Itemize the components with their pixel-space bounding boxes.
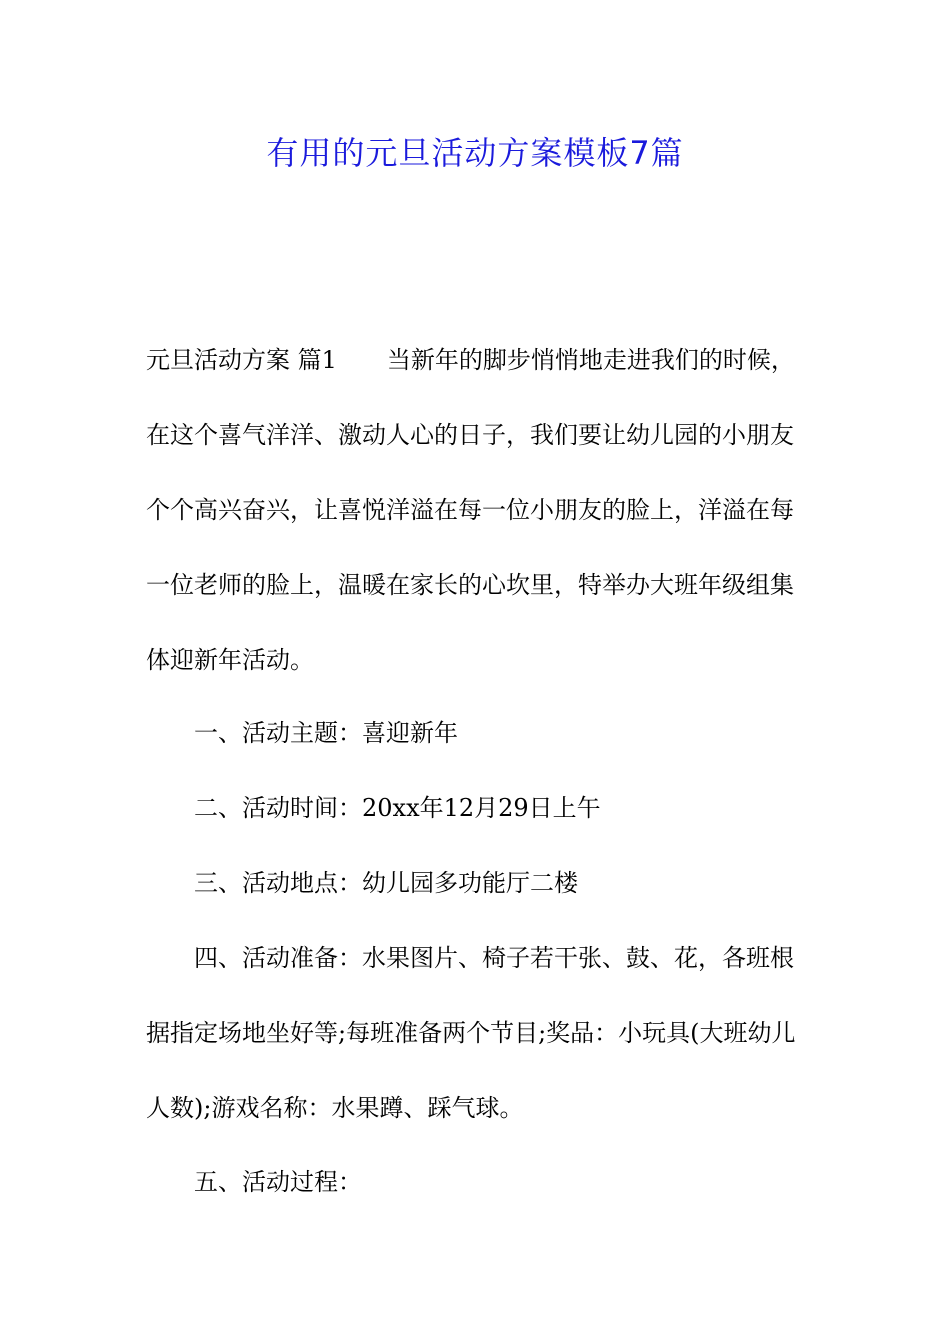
preparation-line-3: 人数);游戏名称：水果蹲、踩气球。: [146, 1094, 524, 1122]
preparation-line-2: 据指定场地坐好等;每班准备两个节目;奖品：小玩具(大班幼儿: [146, 1019, 796, 1047]
item-time: 二、活动时间：20xx年12月29日上午: [194, 794, 601, 822]
intro-line-4: 一位老师的脸上，温暖在家长的心坎里，特举办大班年级组集: [146, 571, 794, 599]
process-heading: 五、活动过程：: [194, 1168, 362, 1196]
preparation-line-1: 四、活动准备：水果图片、椅子若干张、鼓、花，各班根: [194, 944, 794, 972]
item-theme: 一、活动主题：喜迎新年: [194, 719, 458, 747]
intro-line-5: 体迎新年活动。: [146, 646, 314, 674]
intro-line-3: 个个高兴奋兴，让喜悦洋溢在每一位小朋友的脸上，洋溢在每: [146, 496, 794, 524]
intro-text-first: 当新年的脚步悄悄地走进我们的时候，: [386, 346, 795, 374]
section-label: 元旦活动方案 篇1: [146, 346, 337, 374]
item-location: 三、活动地点：幼儿园多功能厅二楼: [194, 869, 578, 897]
intro-line-2: 在这个喜气洋洋、激动人心的日子，我们要让幼儿园的小朋友: [146, 421, 794, 449]
page-title: 有用的元旦活动方案模板7篇: [266, 134, 684, 172]
intro-line-1: [146, 340, 826, 380]
